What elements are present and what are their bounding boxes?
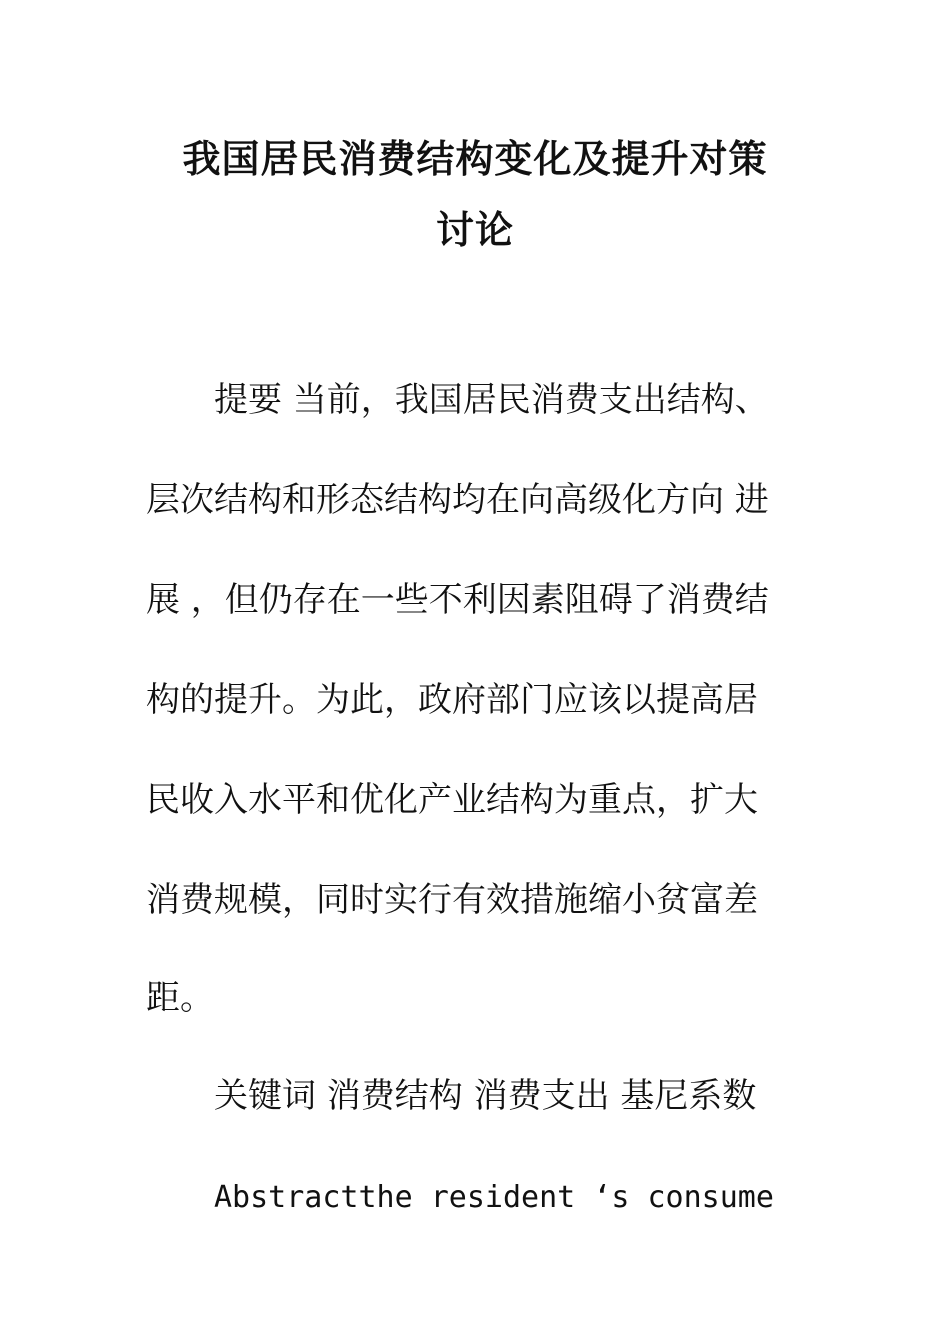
abstract-line-1: 提要 当前，我国居民消费支出结构、 <box>214 380 769 420</box>
abstract-line-3: 展 ，但仍存在一些不利因素阻碍了消费结 <box>146 580 769 620</box>
abstract-line-2: 层次结构和形态结构均在向高级化方向 进 <box>146 480 769 520</box>
abstract-line-6: 消费规模，同时实行有效措施缩小贫富差 <box>146 880 758 920</box>
abstract-line-5: 民收入水平和优化产业结构为重点，扩大 <box>146 780 758 820</box>
keywords-line: 关键词 消费结构 消费支出 基尼系数 <box>214 1076 757 1116</box>
english-abstract-line: Abstractthe resident ‘s consume <box>214 1180 774 1215</box>
abstract-line-4: 构的提升。为此，政府部门应该以提高居 <box>146 680 758 720</box>
abstract-line-7: 距。 <box>146 978 214 1018</box>
document-title-line-1: 我国居民消费结构变化及提升对策 <box>182 136 768 181</box>
document-title-line-2: 讨论 <box>435 207 514 252</box>
